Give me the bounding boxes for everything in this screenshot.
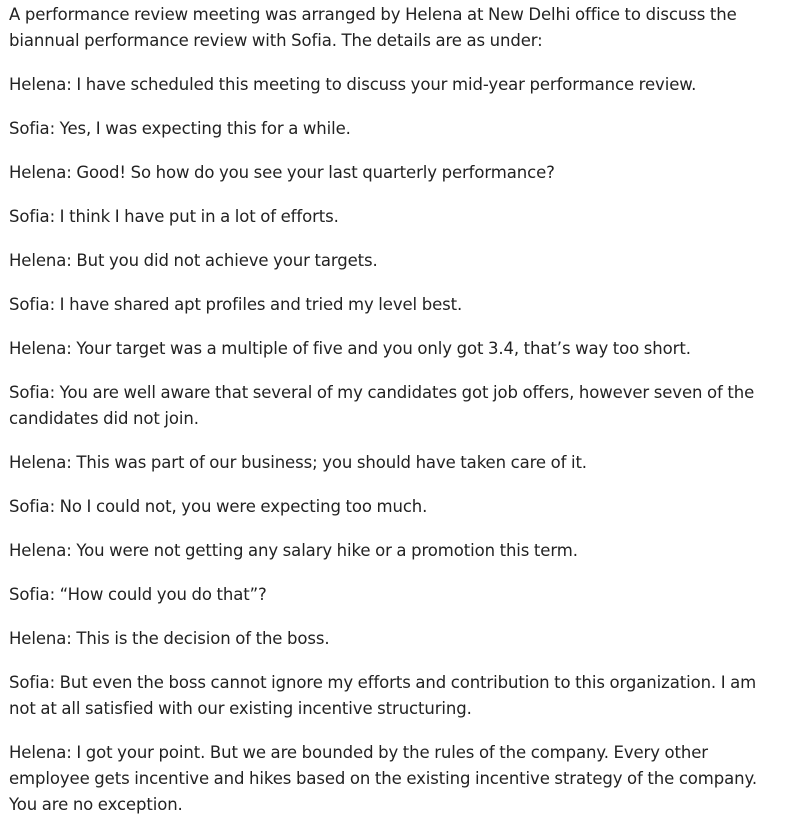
- dialogue-line: Helena: I have scheduled this meeting to discuss your mid-year performance review.: [9, 75, 697, 94]
- dialogue-line: Helena: I got your point. But we are bounded by the rules of the company. Every other employee gets incentive and hikes based on the existing incentive strategy of the company. You are no exception.: [9, 743, 757, 814]
- dialogue-line: Helena: This was part of our business; you should have taken care of it.: [9, 453, 587, 472]
- dialogue-line: Sofia: “How could you do that”?: [9, 585, 267, 604]
- dialogue-line: Helena: You were not getting any salary hike or a promotion this term.: [9, 541, 578, 560]
- dialogue-line: Sofia: I have shared apt profiles and tried my level best.: [9, 295, 463, 314]
- dialogue-line: Helena: Good! So how do you see your last quarterly performance?: [9, 163, 555, 182]
- dialogue-line: Sofia: You are well aware that several of my candidates got job offers, however seven of the candidates did not join.: [9, 383, 755, 428]
- intro-paragraph: A performance review meeting was arranged by Helena at New Delhi office to discuss the biannual performance review with Sofia. The details are as under:: [9, 5, 737, 50]
- dialogue-line: Sofia: Yes, I was expecting this for a while.: [9, 119, 351, 138]
- dialogue-line: Sofia: I think I have put in a lot of efforts.: [9, 207, 339, 226]
- dialogue-line: Helena: Your target was a multiple of five and you only got 3.4, that’s way too short.: [9, 339, 691, 358]
- dialogue-line: Sofia: No I could not, you were expecting too much.: [9, 497, 428, 516]
- dialogue-line: Sofia: But even the boss cannot ignore my efforts and contribution to this organization. I am not at all satisfied with our existing incentive structuring.: [9, 673, 757, 718]
- dialogue-line: Helena: But you did not achieve your targets.: [9, 251, 378, 270]
- dialogue-line: Helena: This is the decision of the boss.: [9, 629, 330, 648]
